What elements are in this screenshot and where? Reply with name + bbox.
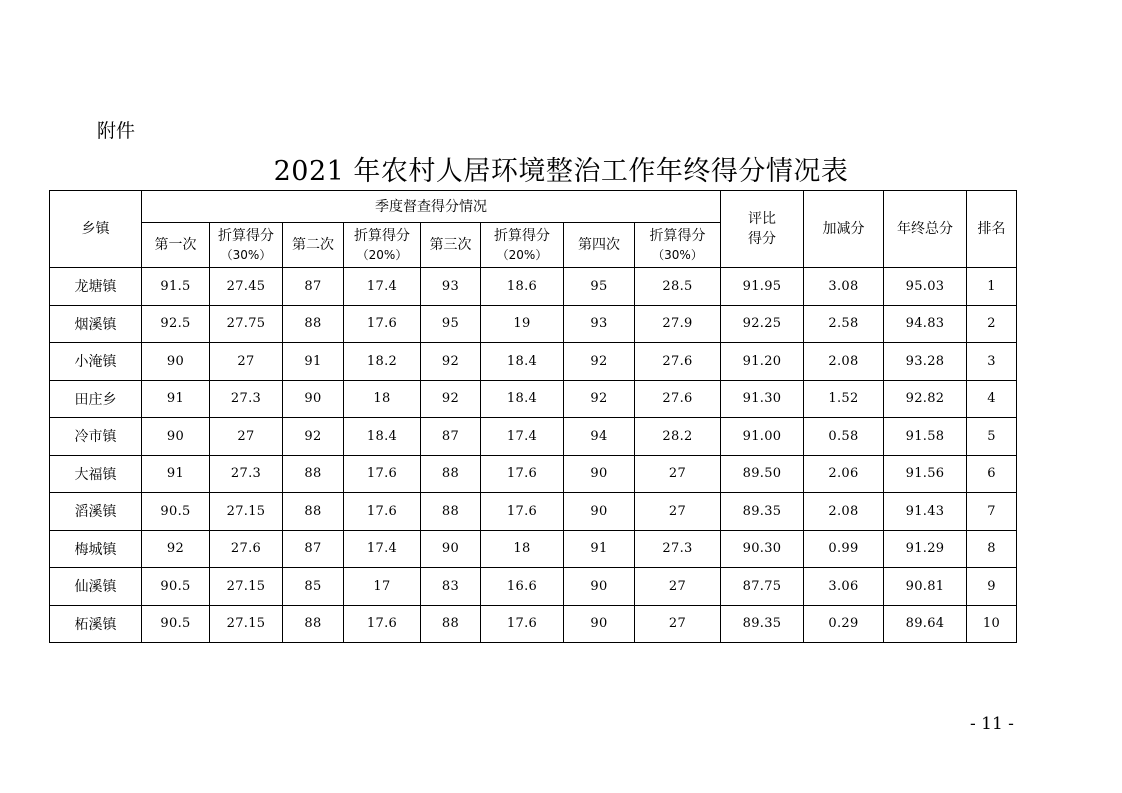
header-fourth: 第四次 xyxy=(564,223,635,268)
cell-eval: 89.35 xyxy=(721,605,804,643)
cell-c4: 27 xyxy=(635,455,721,493)
cell-adjust: 0.58 xyxy=(804,418,884,456)
header-third: 第三次 xyxy=(421,223,481,268)
cell-c3: 19 xyxy=(481,305,564,343)
header-first: 第一次 xyxy=(142,223,210,268)
cell-town: 梅城镇 xyxy=(50,530,142,568)
cell-c4: 27 xyxy=(635,493,721,531)
cell-adjust: 3.06 xyxy=(804,568,884,606)
cell-total: 92.82 xyxy=(884,380,967,418)
header-converted-pct: （20%） xyxy=(496,248,548,262)
cell-eval: 89.35 xyxy=(721,493,804,531)
cell-adjust: 2.58 xyxy=(804,305,884,343)
header-total: 年终总分 xyxy=(884,191,967,268)
cell-c4: 27 xyxy=(635,605,721,643)
table-row xyxy=(50,418,1017,456)
header-converted-pct: （30%） xyxy=(652,248,703,262)
cell-total: 95.03 xyxy=(884,268,967,306)
cell-rank: 7 xyxy=(967,493,1017,531)
cell-q1: 91 xyxy=(142,380,210,418)
cell-q1: 92 xyxy=(142,530,210,568)
table-row xyxy=(50,455,1017,493)
cell-q1: 91.5 xyxy=(142,268,210,306)
cell-q4: 93 xyxy=(564,305,635,343)
cell-adjust: 2.08 xyxy=(804,343,884,381)
cell-eval: 90.30 xyxy=(721,530,804,568)
cell-q4: 92 xyxy=(564,343,635,381)
header-converted-label: 折算得分 xyxy=(218,228,274,244)
header-converted-label: 折算得分 xyxy=(649,228,706,244)
cell-total: 90.81 xyxy=(884,568,967,606)
cell-total: 91.43 xyxy=(884,493,967,531)
table-row xyxy=(50,268,1017,306)
cell-q4: 92 xyxy=(564,380,635,418)
table-row xyxy=(50,530,1017,568)
cell-q4: 94 xyxy=(564,418,635,456)
cell-rank: 10 xyxy=(967,605,1017,643)
header-evaluation xyxy=(721,191,804,268)
cell-q3: 95 xyxy=(421,305,481,343)
cell-q2: 88 xyxy=(283,605,344,643)
cell-c3: 18.4 xyxy=(481,380,564,418)
score-table xyxy=(49,190,1017,643)
cell-adjust: 3.08 xyxy=(804,268,884,306)
cell-c2: 17.6 xyxy=(344,605,421,643)
cell-q4: 95 xyxy=(564,268,635,306)
cell-c1: 27 xyxy=(210,418,283,456)
cell-rank: 2 xyxy=(967,305,1017,343)
cell-c2: 17 xyxy=(344,568,421,606)
cell-q4: 90 xyxy=(564,605,635,643)
cell-c2: 17.6 xyxy=(344,455,421,493)
cell-c1: 27.45 xyxy=(210,268,283,306)
cell-town: 柘溪镇 xyxy=(50,605,142,643)
header-converted-3 xyxy=(481,223,564,268)
cell-rank: 4 xyxy=(967,380,1017,418)
header-rank: 排名 xyxy=(967,191,1017,268)
cell-c1: 27.6 xyxy=(210,530,283,568)
cell-c1: 27.15 xyxy=(210,605,283,643)
cell-rank: 8 xyxy=(967,530,1017,568)
cell-c4: 27.6 xyxy=(635,380,721,418)
cell-c2: 17.6 xyxy=(344,493,421,531)
cell-total: 89.64 xyxy=(884,605,967,643)
header-converted-pct: （20%） xyxy=(356,248,408,262)
cell-eval: 92.25 xyxy=(721,305,804,343)
header-converted-label: 折算得分 xyxy=(354,228,410,244)
cell-adjust: 0.29 xyxy=(804,605,884,643)
cell-q3: 93 xyxy=(421,268,481,306)
header-adjust: 加减分 xyxy=(804,191,884,268)
cell-eval: 91.00 xyxy=(721,418,804,456)
cell-q4: 91 xyxy=(564,530,635,568)
cell-c2: 18.2 xyxy=(344,343,421,381)
cell-c4: 28.5 xyxy=(635,268,721,306)
cell-q2: 87 xyxy=(283,530,344,568)
header-converted-2 xyxy=(344,223,421,268)
cell-q4: 90 xyxy=(564,493,635,531)
cell-q1: 91 xyxy=(142,455,210,493)
attachment-label: 附件 xyxy=(97,120,136,142)
cell-eval: 91.30 xyxy=(721,380,804,418)
cell-total: 91.29 xyxy=(884,530,967,568)
cell-rank: 9 xyxy=(967,568,1017,606)
cell-q2: 90 xyxy=(283,380,344,418)
cell-c1: 27.3 xyxy=(210,455,283,493)
cell-town: 大福镇 xyxy=(50,455,142,493)
cell-rank: 5 xyxy=(967,418,1017,456)
cell-total: 94.83 xyxy=(884,305,967,343)
table-row xyxy=(50,605,1017,643)
cell-c1: 27.15 xyxy=(210,493,283,531)
cell-q1: 90 xyxy=(142,343,210,381)
cell-q2: 87 xyxy=(283,268,344,306)
cell-c3: 17.6 xyxy=(481,455,564,493)
cell-eval: 91.95 xyxy=(721,268,804,306)
cell-c3: 18 xyxy=(481,530,564,568)
cell-adjust: 2.06 xyxy=(804,455,884,493)
cell-town: 龙塘镇 xyxy=(50,268,142,306)
cell-c3: 18.4 xyxy=(481,343,564,381)
cell-q1: 90.5 xyxy=(142,493,210,531)
cell-q3: 87 xyxy=(421,418,481,456)
cell-c2: 18.4 xyxy=(344,418,421,456)
table-row xyxy=(50,305,1017,343)
table-body xyxy=(50,191,1017,643)
cell-q4: 90 xyxy=(564,455,635,493)
cell-c3: 17.6 xyxy=(481,605,564,643)
cell-c3: 18.6 xyxy=(481,268,564,306)
cell-c2: 17.4 xyxy=(344,530,421,568)
cell-eval: 89.50 xyxy=(721,455,804,493)
table-row xyxy=(50,568,1017,606)
cell-q2: 91 xyxy=(283,343,344,381)
cell-c4: 28.2 xyxy=(635,418,721,456)
cell-c4: 27.6 xyxy=(635,343,721,381)
cell-q4: 90 xyxy=(564,568,635,606)
cell-q3: 88 xyxy=(421,605,481,643)
cell-c1: 27.75 xyxy=(210,305,283,343)
cell-town: 田庄乡 xyxy=(50,380,142,418)
header-converted-pct: （30%） xyxy=(220,248,272,262)
cell-town: 滔溪镇 xyxy=(50,493,142,531)
cell-q2: 88 xyxy=(283,455,344,493)
cell-c4: 27.9 xyxy=(635,305,721,343)
cell-c2: 18 xyxy=(344,380,421,418)
cell-eval: 91.20 xyxy=(721,343,804,381)
cell-c1: 27 xyxy=(210,343,283,381)
cell-eval: 87.75 xyxy=(721,568,804,606)
cell-c3: 17.4 xyxy=(481,418,564,456)
cell-total: 93.28 xyxy=(884,343,967,381)
cell-q2: 85 xyxy=(283,568,344,606)
cell-rank: 1 xyxy=(967,268,1017,306)
cell-c3: 17.6 xyxy=(481,493,564,531)
cell-q2: 88 xyxy=(283,493,344,531)
cell-town: 仙溪镇 xyxy=(50,568,142,606)
cell-q1: 90.5 xyxy=(142,568,210,606)
cell-adjust: 2.08 xyxy=(804,493,884,531)
cell-c1: 27.15 xyxy=(210,568,283,606)
cell-q3: 92 xyxy=(421,380,481,418)
cell-q3: 88 xyxy=(421,493,481,531)
cell-town: 冷市镇 xyxy=(50,418,142,456)
cell-total: 91.56 xyxy=(884,455,967,493)
cell-rank: 6 xyxy=(967,455,1017,493)
cell-c2: 17.6 xyxy=(344,305,421,343)
cell-adjust: 0.99 xyxy=(804,530,884,568)
cell-adjust: 1.52 xyxy=(804,380,884,418)
header-township: 乡镇 xyxy=(50,191,142,268)
header-converted-4 xyxy=(635,223,721,268)
header-evaluation-line2: 得分 xyxy=(748,231,776,247)
cell-c2: 17.4 xyxy=(344,268,421,306)
cell-q2: 92 xyxy=(283,418,344,456)
header-quarterly-group: 季度督查得分情况 xyxy=(142,191,721,223)
cell-q2: 88 xyxy=(283,305,344,343)
cell-q1: 90 xyxy=(142,418,210,456)
header-converted-1 xyxy=(210,223,283,268)
cell-town: 烟溪镇 xyxy=(50,305,142,343)
cell-q3: 90 xyxy=(421,530,481,568)
cell-c4: 27 xyxy=(635,568,721,606)
table-row xyxy=(50,493,1017,531)
header-converted-label: 折算得分 xyxy=(494,228,550,244)
header-evaluation-line1: 评比 xyxy=(748,211,776,227)
cell-c3: 16.6 xyxy=(481,568,564,606)
cell-c4: 27.3 xyxy=(635,530,721,568)
cell-rank: 3 xyxy=(967,343,1017,381)
cell-town: 小淹镇 xyxy=(50,343,142,381)
cell-q3: 83 xyxy=(421,568,481,606)
cell-q3: 88 xyxy=(421,455,481,493)
cell-c1: 27.3 xyxy=(210,380,283,418)
header-row-1 xyxy=(50,191,1017,223)
cell-q1: 92.5 xyxy=(142,305,210,343)
page-number: - 11 - xyxy=(970,714,1014,734)
cell-total: 91.58 xyxy=(884,418,967,456)
header-second: 第二次 xyxy=(283,223,344,268)
table-row xyxy=(50,343,1017,381)
table-title: 2021 年农村人居环境整治工作年终得分情况表 xyxy=(273,156,849,187)
cell-q1: 90.5 xyxy=(142,605,210,643)
table-row xyxy=(50,380,1017,418)
cell-q3: 92 xyxy=(421,343,481,381)
